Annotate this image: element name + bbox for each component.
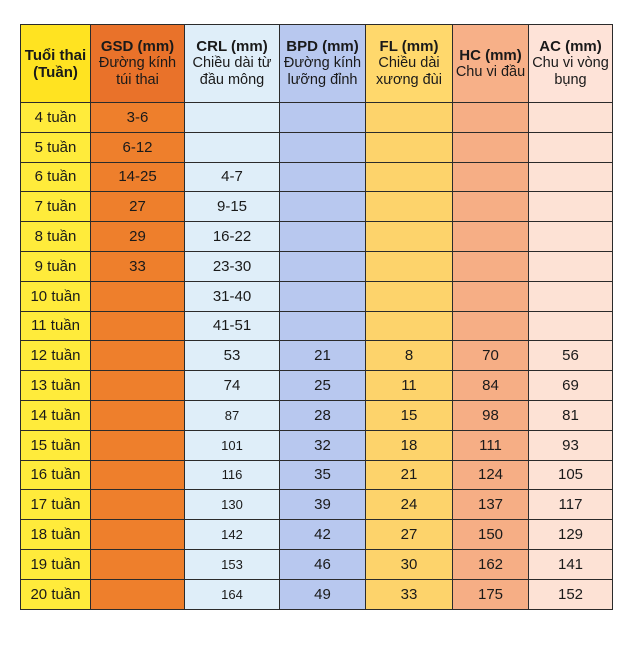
cell-gsd <box>91 460 185 490</box>
cell-fl: 30 <box>366 549 453 579</box>
cell-bpd: 49 <box>280 579 366 609</box>
cell-ac <box>529 311 613 341</box>
cell-hc <box>453 132 529 162</box>
cell-crl: 53 <box>185 341 280 371</box>
cell-hc: 98 <box>453 400 529 430</box>
header-fl <box>366 25 453 103</box>
cell-hc: 175 <box>453 579 529 609</box>
cell-hc: 150 <box>453 520 529 550</box>
cell-week: 8 tuần <box>21 222 91 252</box>
cell-gsd <box>91 579 185 609</box>
cell-ac: 93 <box>529 430 613 460</box>
header-subtitle: Đường kính lưỡng đỉnh <box>283 55 362 88</box>
table-row <box>21 192 613 222</box>
cell-crl: 164 <box>185 579 280 609</box>
header-subtitle: Chu vi đầu <box>455 63 526 80</box>
cell-gsd <box>91 430 185 460</box>
table-row <box>21 400 613 430</box>
cell-hc: 70 <box>453 341 529 371</box>
header-subtitle: Chu vi vòng bụng <box>532 55 609 88</box>
header-title: CRL (mm) <box>196 38 268 55</box>
cell-gsd <box>91 371 185 401</box>
cell-crl: 16-22 <box>185 222 280 252</box>
fetal-biometry-table <box>20 24 613 610</box>
cell-gsd: 29 <box>91 222 185 252</box>
table-row <box>21 460 613 490</box>
cell-week: 18 tuần <box>21 520 91 550</box>
cell-hc: 124 <box>453 460 529 490</box>
cell-hc <box>453 192 529 222</box>
header-title: HC (mm) <box>459 46 522 64</box>
cell-bpd: 46 <box>280 549 366 579</box>
table-header <box>21 25 613 103</box>
table-row <box>21 490 613 520</box>
cell-ac <box>529 222 613 252</box>
cell-week: 11 tuần <box>21 311 91 341</box>
cell-hc <box>453 281 529 311</box>
cell-fl <box>366 251 453 281</box>
cell-fl <box>366 103 453 133</box>
cell-fl: 27 <box>366 520 453 550</box>
cell-hc <box>453 311 529 341</box>
cell-week: 13 tuần <box>21 371 91 401</box>
header-ac <box>529 25 613 103</box>
cell-bpd: 35 <box>280 460 366 490</box>
table-row <box>21 132 613 162</box>
cell-ac <box>529 281 613 311</box>
cell-ac <box>529 251 613 281</box>
cell-fl <box>366 281 453 311</box>
cell-bpd <box>280 192 366 222</box>
cell-crl: 23-30 <box>185 251 280 281</box>
cell-fl <box>366 162 453 192</box>
cell-ac: 56 <box>529 341 613 371</box>
cell-hc <box>453 162 529 192</box>
header-bpd <box>280 25 366 103</box>
cell-bpd: 42 <box>280 520 366 550</box>
cell-week: 16 tuần <box>21 460 91 490</box>
table-row <box>21 103 613 133</box>
cell-week: 5 tuần <box>21 132 91 162</box>
cell-fl: 24 <box>366 490 453 520</box>
cell-gsd: 27 <box>91 192 185 222</box>
cell-week: 17 tuần <box>21 490 91 520</box>
cell-gsd <box>91 281 185 311</box>
cell-bpd <box>280 132 366 162</box>
cell-ac: 117 <box>529 490 613 520</box>
cell-week: 15 tuần <box>21 430 91 460</box>
cell-ac: 81 <box>529 400 613 430</box>
cell-crl: 142 <box>185 520 280 550</box>
cell-hc <box>453 103 529 133</box>
cell-ac: 105 <box>529 460 613 490</box>
cell-fl <box>366 192 453 222</box>
cell-crl: 130 <box>185 490 280 520</box>
cell-bpd <box>280 281 366 311</box>
cell-bpd: 32 <box>280 430 366 460</box>
cell-week: 19 tuần <box>21 549 91 579</box>
cell-fl: 33 <box>366 579 453 609</box>
table-row <box>21 281 613 311</box>
table-body <box>21 103 613 610</box>
cell-fl <box>366 311 453 341</box>
cell-crl <box>185 103 280 133</box>
header-title: Tuổi thai (Tuần) <box>24 46 87 81</box>
table-row <box>21 549 613 579</box>
cell-hc: 162 <box>453 549 529 579</box>
header-crl <box>185 25 280 103</box>
cell-ac: 129 <box>529 520 613 550</box>
cell-fl: 21 <box>366 460 453 490</box>
cell-bpd: 21 <box>280 341 366 371</box>
cell-ac <box>529 132 613 162</box>
cell-week: 4 tuần <box>21 103 91 133</box>
cell-gsd <box>91 311 185 341</box>
table-row <box>21 371 613 401</box>
cell-ac <box>529 162 613 192</box>
table-row <box>21 162 613 192</box>
cell-gsd <box>91 341 185 371</box>
cell-ac: 69 <box>529 371 613 401</box>
cell-fl: 18 <box>366 430 453 460</box>
table-row <box>21 251 613 281</box>
table-row <box>21 579 613 609</box>
cell-gsd: 33 <box>91 251 185 281</box>
cell-week: 12 tuần <box>21 341 91 371</box>
header-title: FL (mm) <box>379 38 439 55</box>
cell-crl: 41-51 <box>185 311 280 341</box>
cell-gsd <box>91 490 185 520</box>
cell-ac: 141 <box>529 549 613 579</box>
cell-week: 10 tuần <box>21 281 91 311</box>
cell-hc: 137 <box>453 490 529 520</box>
cell-bpd: 39 <box>280 490 366 520</box>
header-hc <box>453 25 529 103</box>
cell-crl: 116 <box>185 460 280 490</box>
header-title: BPD (mm) <box>286 38 359 55</box>
cell-ac <box>529 103 613 133</box>
cell-hc <box>453 251 529 281</box>
table-row <box>21 341 613 371</box>
cell-week: 7 tuần <box>21 192 91 222</box>
header-title: AC (mm) <box>539 38 602 55</box>
cell-fl <box>366 132 453 162</box>
cell-fl: 8 <box>366 341 453 371</box>
cell-fl: 11 <box>366 371 453 401</box>
header-gestational-age <box>21 25 91 103</box>
cell-hc <box>453 222 529 252</box>
cell-gsd: 14-25 <box>91 162 185 192</box>
cell-bpd <box>280 311 366 341</box>
cell-crl: 31-40 <box>185 281 280 311</box>
cell-gsd <box>91 520 185 550</box>
cell-hc: 84 <box>453 371 529 401</box>
cell-bpd <box>280 222 366 252</box>
cell-bpd: 25 <box>280 371 366 401</box>
cell-gsd <box>91 549 185 579</box>
cell-bpd <box>280 162 366 192</box>
cell-bpd: 28 <box>280 400 366 430</box>
cell-fl <box>366 222 453 252</box>
cell-week: 20 tuần <box>21 579 91 609</box>
table-row <box>21 311 613 341</box>
cell-crl <box>185 132 280 162</box>
cell-ac <box>529 192 613 222</box>
table-row <box>21 222 613 252</box>
table-row <box>21 430 613 460</box>
cell-week: 6 tuần <box>21 162 91 192</box>
cell-crl: 101 <box>185 430 280 460</box>
cell-gsd <box>91 400 185 430</box>
header-title: GSD (mm) <box>100 38 175 55</box>
cell-bpd <box>280 103 366 133</box>
cell-week: 9 tuần <box>21 251 91 281</box>
cell-fl: 15 <box>366 400 453 430</box>
header-gsd <box>91 25 185 103</box>
cell-hc: 111 <box>453 430 529 460</box>
cell-gsd: 6-12 <box>91 132 185 162</box>
header-subtitle: Chiều dài xương đùi <box>376 55 442 88</box>
cell-crl: 153 <box>185 549 280 579</box>
cell-crl: 87 <box>185 400 280 430</box>
cell-week: 14 tuần <box>21 400 91 430</box>
cell-crl: 4-7 <box>185 162 280 192</box>
cell-ac: 152 <box>529 579 613 609</box>
cell-crl: 74 <box>185 371 280 401</box>
cell-gsd: 3-6 <box>91 103 185 133</box>
header-row <box>21 25 613 103</box>
cell-crl: 9-15 <box>185 192 280 222</box>
cell-bpd <box>280 251 366 281</box>
header-subtitle: Đường kính túi thai <box>98 55 177 88</box>
table-row <box>21 520 613 550</box>
header-subtitle: Chiều dài từ đầu mông <box>192 55 272 88</box>
